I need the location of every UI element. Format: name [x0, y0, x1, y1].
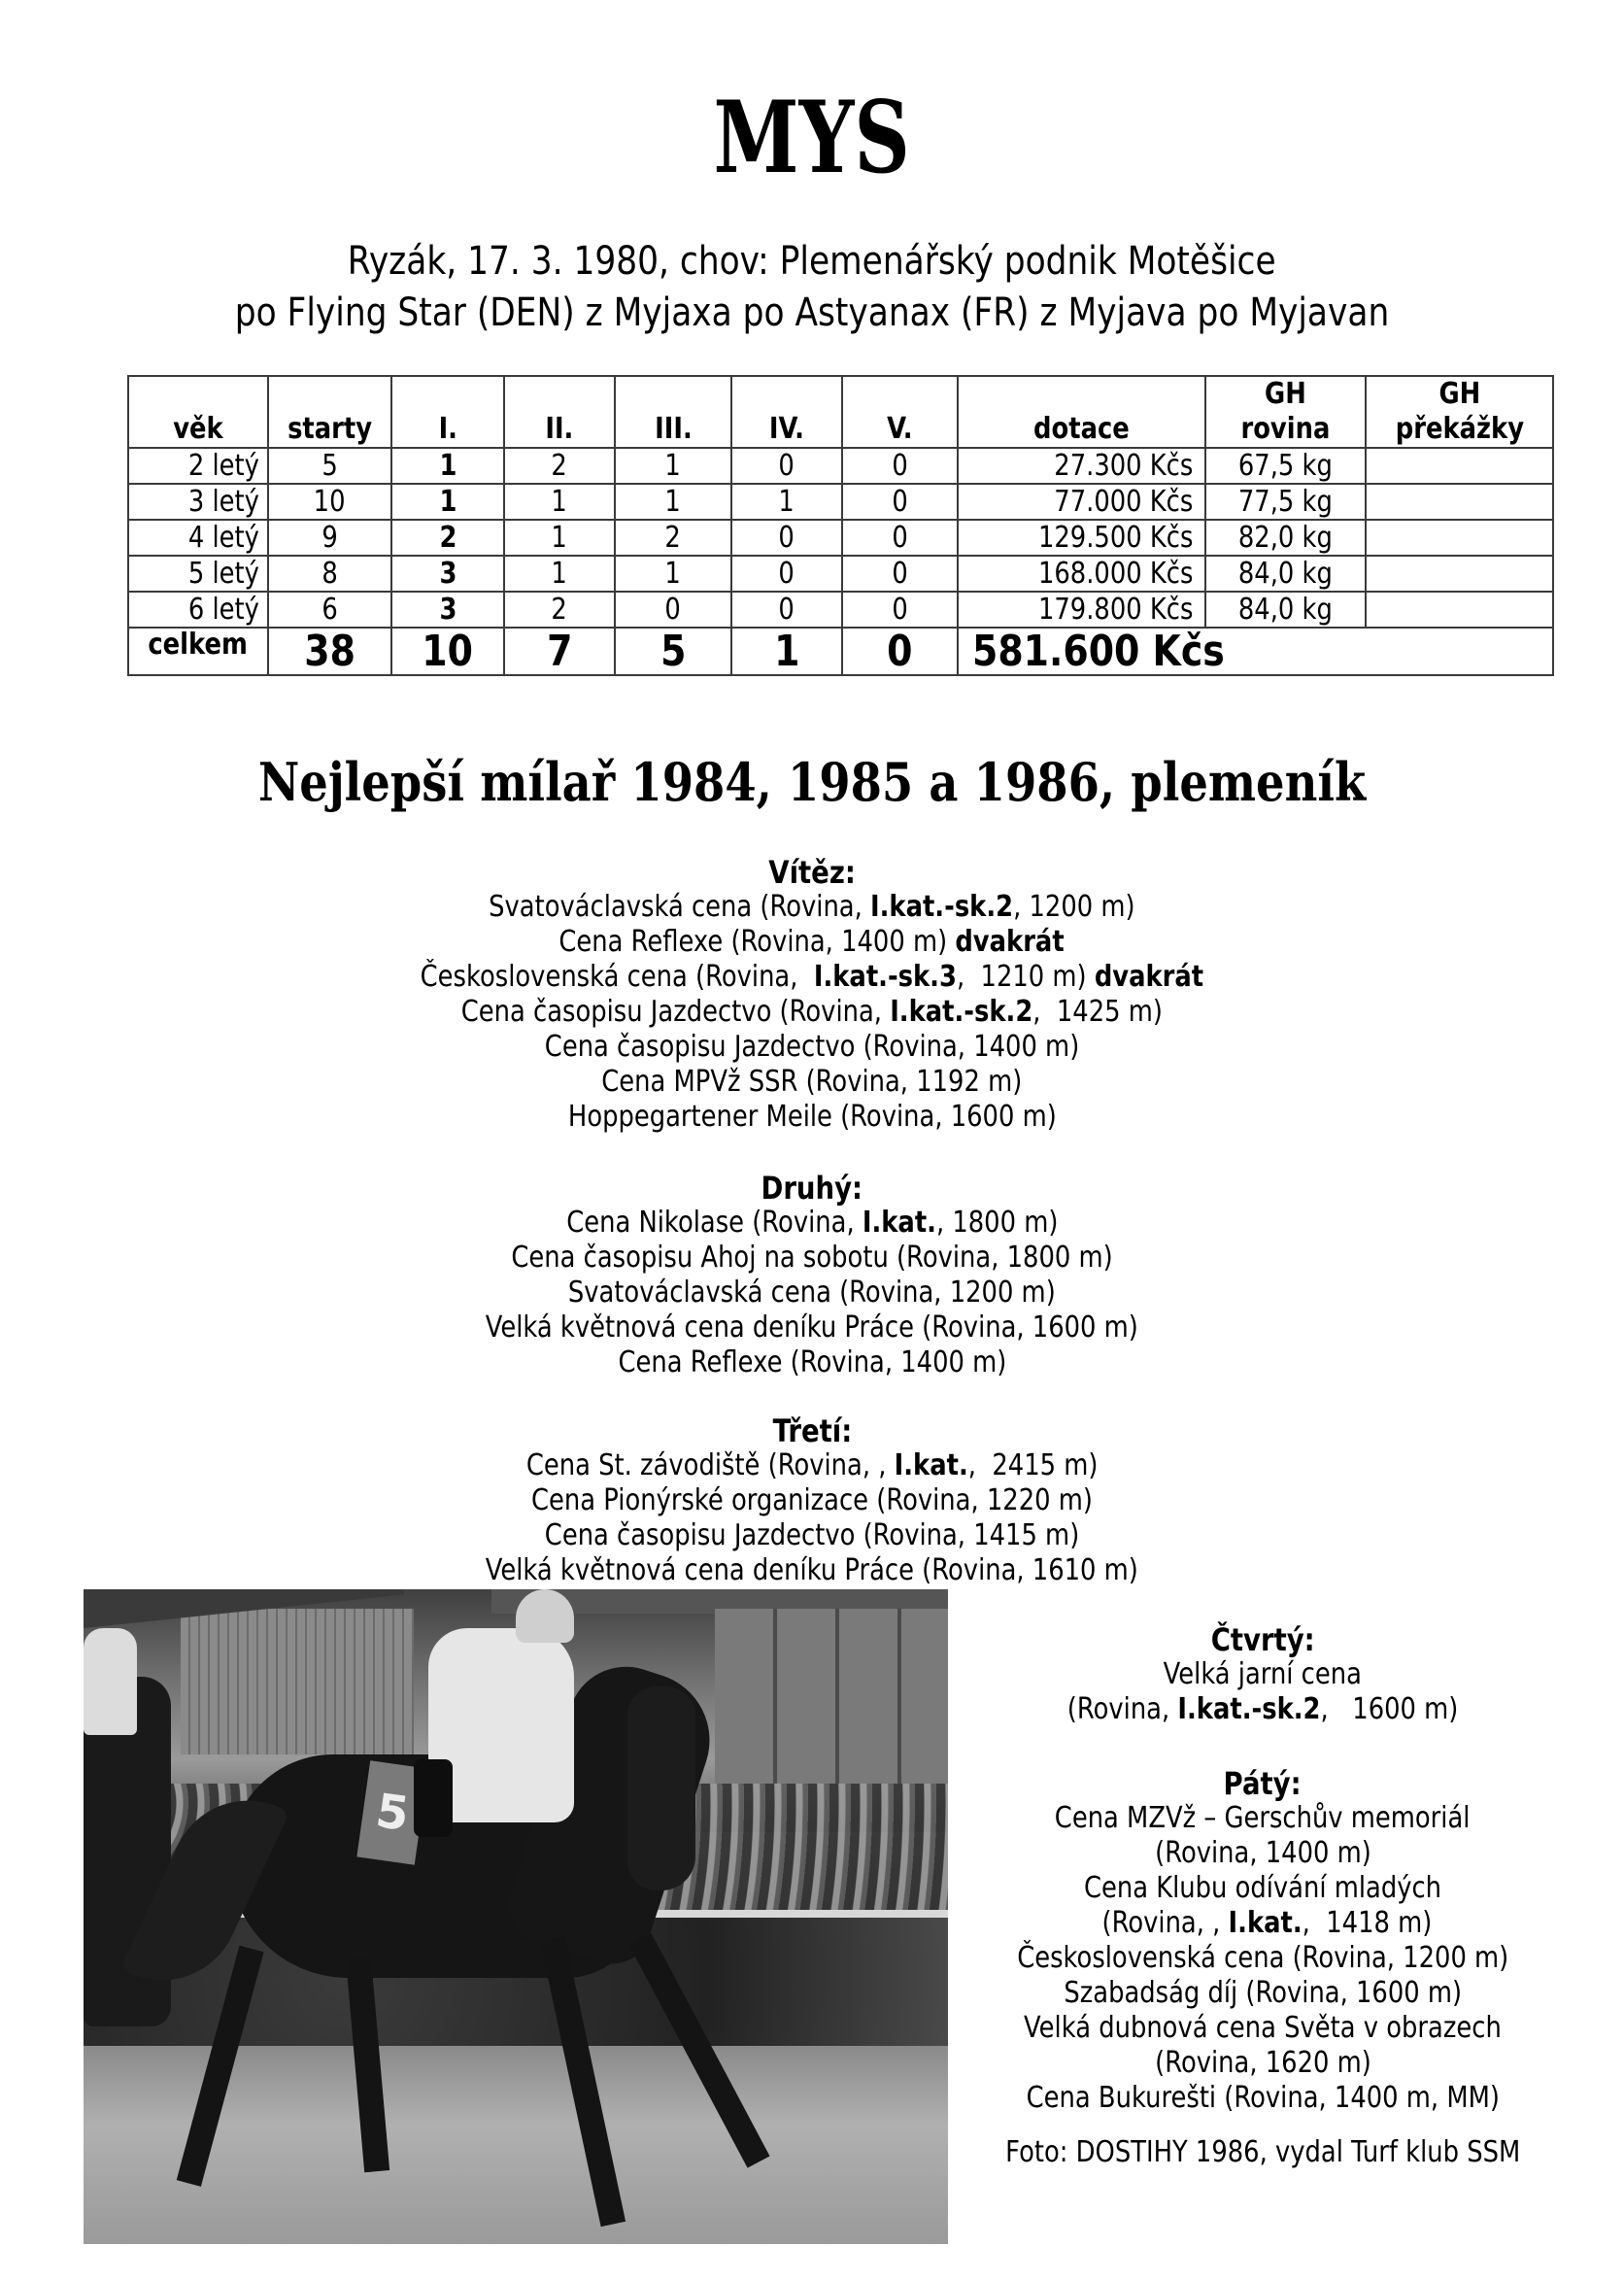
race-result-line: [0, 1206, 1624, 1241]
jockey-helmet: [516, 1589, 574, 1643]
race-result-line: [0, 1553, 1624, 1588]
race-text: Cena časopisu Jazdectvo (Rovina, 1415 m): [544, 1518, 1080, 1552]
table-row: [128, 556, 1553, 592]
age-cell-value: 3 letý: [187, 484, 259, 519]
total-fourth-value: 1: [773, 626, 800, 676]
prize-cell-value: 168.000 Kčs: [1037, 556, 1193, 591]
race-text: Československá cena (Rovina,: [420, 960, 814, 994]
age-cell: [128, 484, 268, 520]
fourth-place-cell-value: 0: [778, 448, 795, 483]
race-text: Cena Pionýrské organizace (Rovina, 1220 m): [531, 1483, 1093, 1517]
race-result-line: [0, 1448, 1624, 1483]
section-title: Pátý:: [1223, 1765, 1303, 1802]
race-text: Velká květnová cena deníku Práce (Rovina, 1600 m): [485, 1310, 1139, 1344]
race-result-line: [0, 1310, 1624, 1345]
first-place-cell-value: 1: [439, 484, 457, 519]
race-text: (Rovina, 1620 m): [1154, 2046, 1371, 2080]
third-place-cell-value: 0: [664, 592, 682, 627]
race-text: , 2415 m): [967, 1448, 1099, 1482]
section-second: [0, 1171, 1624, 1380]
race-result-line: [0, 1030, 1624, 1065]
third-place-cell: [615, 520, 731, 556]
race-category: I.kat.-sk.2: [870, 890, 1014, 924]
race-text: Cena Nikolase (Rovina,: [565, 1206, 863, 1240]
race-text: (Rovina, ,: [1093, 1906, 1229, 1940]
age-cell-value: 2 letý: [187, 448, 259, 483]
second-jockey: [84, 1628, 137, 1735]
prize-cell-value: 129.500 Kčs: [1037, 520, 1193, 555]
third-place-cell-value: 2: [664, 520, 682, 555]
prize-cell: [958, 556, 1205, 592]
total-fifth: [842, 628, 958, 675]
race-category: dvakrát: [955, 925, 1066, 959]
race-text: Velká květnová cena deníku Práce (Rovina, 1610 m): [485, 1553, 1139, 1587]
prize-cell-value: 77.000 Kčs: [1053, 484, 1193, 519]
race-photo: [84, 1589, 948, 2244]
third-place-cell-value: 1: [664, 556, 682, 591]
saddle-cloth-number: 5: [356, 1760, 427, 1864]
second-place-cell-value: 1: [551, 520, 568, 555]
achievement-heading: Nejlepší mílař 1984, 1985 a 1986, plemeník: [257, 751, 1367, 813]
table-row: [128, 520, 1553, 556]
race-text: Cena MZVž – Gerschův memoriál: [1055, 1801, 1471, 1835]
header-starts: starty: [268, 376, 391, 448]
prize-cell-value: 27.300 Kčs: [1053, 448, 1193, 483]
total-label-value: celkem: [148, 628, 249, 662]
total-first-value: 10: [422, 626, 474, 676]
section-fourth: [962, 1622, 1564, 1727]
header-third: III.: [615, 376, 731, 448]
race-text: (Rovina,: [1066, 1692, 1178, 1726]
race-text: (Rovina, 1400 m): [1154, 1836, 1371, 1870]
race-result-line: [962, 1871, 1564, 1906]
race-result-line: [962, 2081, 1564, 2116]
race-result-line: [962, 1836, 1564, 1871]
gh-jumps-cell: [1366, 520, 1553, 556]
total-second: [504, 628, 615, 675]
total-third-value: 5: [660, 626, 687, 676]
starts-cell-value: 8: [321, 556, 338, 591]
second-place-cell: [504, 556, 615, 592]
race-result-line: [962, 1976, 1564, 2011]
header-fifth: V.: [842, 376, 958, 448]
fifth-place-cell-value: 0: [892, 556, 908, 591]
fourth-place-cell: [731, 592, 842, 628]
fifth-place-cell: [842, 448, 958, 484]
race-result-line: [0, 1345, 1624, 1380]
second-place-cell-value: 2: [551, 592, 568, 627]
third-place-cell-value: 1: [664, 448, 682, 483]
gh-jumps-cell: [1366, 592, 1553, 628]
total-fourth: [731, 628, 842, 675]
photo-credit: Foto: DOSTIHY 1986, vydal Turf klub SSM: [1004, 2135, 1521, 2169]
fifth-place-cell: [842, 592, 958, 628]
starts-cell: [268, 520, 391, 556]
total-first: [391, 628, 504, 675]
race-text: Cena časopisu Jazdectvo (Rovina,: [460, 995, 891, 1029]
second-place-cell: [504, 448, 615, 484]
race-result-line: [962, 1692, 1564, 1727]
race-text: Velká dubnová cena Světa v obrazech: [1024, 2011, 1502, 2045]
main-horse-head: [627, 1686, 695, 1890]
fourth-place-cell-value: 0: [778, 592, 795, 627]
race-result-line: [0, 925, 1624, 960]
header-first: I.: [391, 376, 504, 448]
prize-cell: [958, 592, 1205, 628]
race-text: , 1600 m): [1320, 1692, 1459, 1726]
first-place-cell: [391, 592, 504, 628]
first-place-cell-value: 3: [439, 592, 457, 627]
first-place-cell-value: 1: [439, 448, 457, 483]
race-text: Cena MPVž SSR (Rovina, 1192 m): [601, 1065, 1023, 1099]
header-gh-jumps: GH překážky: [1366, 376, 1553, 448]
race-text: Cena Reflexe (Rovina, 1400 m): [618, 1345, 1006, 1379]
race-result-line: [0, 960, 1624, 995]
prize-cell: [958, 484, 1205, 520]
age-cell-value: 4 letý: [187, 520, 259, 555]
race-result-line: [0, 1276, 1624, 1310]
race-result-line: [0, 1483, 1624, 1518]
fifth-place-cell-value: 0: [892, 448, 908, 483]
race-text: Svatováclavská cena (Rovina, 1200 m): [568, 1276, 1056, 1310]
first-place-cell-value: 3: [439, 556, 457, 591]
second-place-cell-value: 1: [551, 556, 568, 591]
race-text: Cena Reflexe (Rovina, 1400 m): [558, 925, 956, 959]
race-text: , 1210 m): [957, 960, 1095, 994]
starts-cell-value: 5: [321, 448, 338, 483]
fourth-place-cell: [731, 484, 842, 520]
race-text: Hoppegartener Meile (Rovina, 1600 m): [567, 1100, 1057, 1134]
third-place-cell: [615, 484, 731, 520]
race-category: I.kat.-sk.2: [1177, 1692, 1321, 1726]
total-prize: [958, 628, 1553, 675]
race-result-line: [962, 1657, 1564, 1692]
fourth-place-cell: [731, 556, 842, 592]
total-starts: [268, 628, 391, 675]
gh-flat-cell: [1205, 448, 1366, 484]
race-text: , 1200 m): [1013, 890, 1135, 924]
race-text: Cena časopisu Ahoj na sobotu (Rovina, 1800 m): [511, 1241, 1113, 1275]
second-place-cell: [504, 592, 615, 628]
age-cell-value: 6 letý: [187, 592, 259, 627]
pedigree-line-1: Ryzák, 17. 3. 1980, chov: Plemenářský podnik Motěšice: [348, 239, 1276, 284]
race-category: I.kat.: [1228, 1906, 1303, 1940]
race-result-line: [0, 1518, 1624, 1553]
total-label: [128, 628, 268, 675]
third-place-cell: [615, 556, 731, 592]
total-fifth-value: 0: [887, 626, 913, 676]
header-fourth: IV.: [731, 376, 842, 448]
race-text: Cena časopisu Jazdectvo (Rovina, 1400 m): [544, 1030, 1080, 1064]
starts-cell: [268, 592, 391, 628]
second-place-cell-value: 1: [551, 484, 568, 519]
race-text: , 1425 m): [1032, 995, 1164, 1029]
table-row: [128, 592, 1553, 628]
section-third: [0, 1413, 1624, 1588]
gh-jumps-cell: [1366, 556, 1553, 592]
starts-cell: [268, 556, 391, 592]
horse-name-title: MYS: [713, 80, 911, 196]
gh-flat-cell-value: 84,0 kg: [1238, 592, 1333, 627]
race-category: dvakrát: [1094, 960, 1204, 994]
table-row: [128, 448, 1553, 484]
gh-flat-cell: [1205, 484, 1366, 520]
header-prize: dotace: [958, 376, 1205, 448]
total-third: [615, 628, 731, 675]
first-place-cell: [391, 556, 504, 592]
third-place-cell: [615, 448, 731, 484]
fourth-place-cell: [731, 520, 842, 556]
race-category: I.kat.-sk.3: [813, 960, 958, 994]
table-header-row: [128, 376, 1553, 448]
second-place-cell-value: 2: [551, 448, 568, 483]
total-second-value: 7: [546, 626, 573, 676]
table-row: [128, 484, 1553, 520]
pedigree-line-2: po Flying Star (DEN) z Myjaxa po Astyanax (FR) z Myjava po Myjavan: [234, 290, 1390, 335]
race-text: , 1418 m): [1302, 1906, 1433, 1940]
race-text: Cena Klubu odívání mladých: [1083, 1871, 1442, 1905]
racing-stats-table: [127, 375, 1554, 676]
race-result-line: [0, 1241, 1624, 1276]
race-result-line: [962, 2046, 1564, 2081]
fourth-place-cell: [731, 448, 842, 484]
race-text: Československá cena (Rovina, 1200 m): [1016, 1941, 1509, 1975]
first-place-cell-value: 2: [439, 520, 457, 555]
race-text: , 1800 m): [935, 1206, 1059, 1240]
race-result-line: [962, 1906, 1564, 1941]
section-winner: [0, 855, 1624, 1135]
starts-cell-value: 10: [314, 484, 346, 519]
race-result-line: [0, 890, 1624, 925]
header-second: II.: [504, 376, 615, 448]
age-cell: [128, 448, 268, 484]
fifth-place-cell: [842, 484, 958, 520]
race-text: Velká jarní cena: [1163, 1657, 1363, 1691]
fourth-place-cell-value: 1: [778, 484, 795, 519]
race-category: I.kat.: [894, 1448, 968, 1482]
race-category: I.kat.-sk.2: [890, 995, 1033, 1029]
gh-flat-cell-value: 67,5 kg: [1238, 448, 1333, 483]
race-result-line: [962, 2011, 1564, 2046]
total-prize-value: 581.600 Kčs: [972, 626, 1225, 676]
gh-flat-cell-value: 77,5 kg: [1238, 484, 1333, 519]
section-title: Druhý:: [761, 1170, 863, 1207]
first-place-cell: [391, 520, 504, 556]
second-place-cell: [504, 520, 615, 556]
prize-cell-value: 179.800 Kčs: [1037, 592, 1193, 627]
fourth-place-cell-value: 0: [778, 520, 795, 555]
third-place-cell-value: 1: [664, 484, 682, 519]
age-cell: [128, 520, 268, 556]
race-result-line: [962, 1801, 1564, 1836]
second-place-cell: [504, 484, 615, 520]
starts-cell-value: 9: [321, 520, 338, 555]
section-title: Třetí:: [772, 1412, 852, 1449]
gh-flat-cell: [1205, 556, 1366, 592]
jockey-boot: [414, 1759, 453, 1837]
fifth-place-cell: [842, 556, 958, 592]
stand-pillars: [715, 1609, 948, 1784]
gh-flat-cell: [1205, 592, 1366, 628]
race-result-line: [0, 1100, 1624, 1135]
race-result-line: [0, 995, 1624, 1030]
grandstand-window: [181, 1609, 414, 1754]
header-age: věk: [128, 376, 268, 448]
gh-flat-cell-value: 82,0 kg: [1238, 520, 1333, 555]
fourth-place-cell-value: 0: [778, 556, 795, 591]
race-result-line: [962, 1941, 1564, 1976]
race-result-line: [0, 1065, 1624, 1100]
age-cell: [128, 556, 268, 592]
prize-cell: [958, 448, 1205, 484]
section-fifth: [962, 1766, 1564, 2116]
race-text: Szabadság díj (Rovina, 1600 m): [1064, 1976, 1462, 2010]
age-cell: [128, 592, 268, 628]
table-total-row: [128, 628, 1553, 675]
race-text: Svatováclavská cena (Rovina,: [489, 890, 871, 924]
prize-cell: [958, 520, 1205, 556]
total-starts-value: 38: [304, 626, 355, 676]
fifth-place-cell-value: 0: [892, 484, 908, 519]
fifth-place-cell-value: 0: [892, 592, 908, 627]
starts-cell: [268, 448, 391, 484]
starts-cell-value: 6: [321, 592, 338, 627]
gh-jumps-cell: [1366, 484, 1553, 520]
third-place-cell: [615, 592, 731, 628]
first-place-cell: [391, 484, 504, 520]
starts-cell: [268, 484, 391, 520]
first-place-cell: [391, 448, 504, 484]
race-text: Cena Bukurešti (Rovina, 1400 m, MM): [1026, 2081, 1500, 2115]
section-title: Čtvrtý:: [1210, 1621, 1315, 1658]
section-title: Vítěz:: [768, 854, 856, 891]
gh-jumps-cell: [1366, 448, 1553, 484]
race-text: Cena St. závodiště (Rovina, ,: [525, 1448, 895, 1482]
gh-flat-cell-value: 84,0 kg: [1238, 556, 1333, 591]
gh-flat-cell: [1205, 520, 1366, 556]
fifth-place-cell-value: 0: [892, 520, 908, 555]
header-gh-flat: GH rovina: [1205, 376, 1366, 448]
fifth-place-cell: [842, 520, 958, 556]
age-cell-value: 5 letý: [187, 556, 259, 591]
race-category: I.kat.: [862, 1206, 936, 1240]
